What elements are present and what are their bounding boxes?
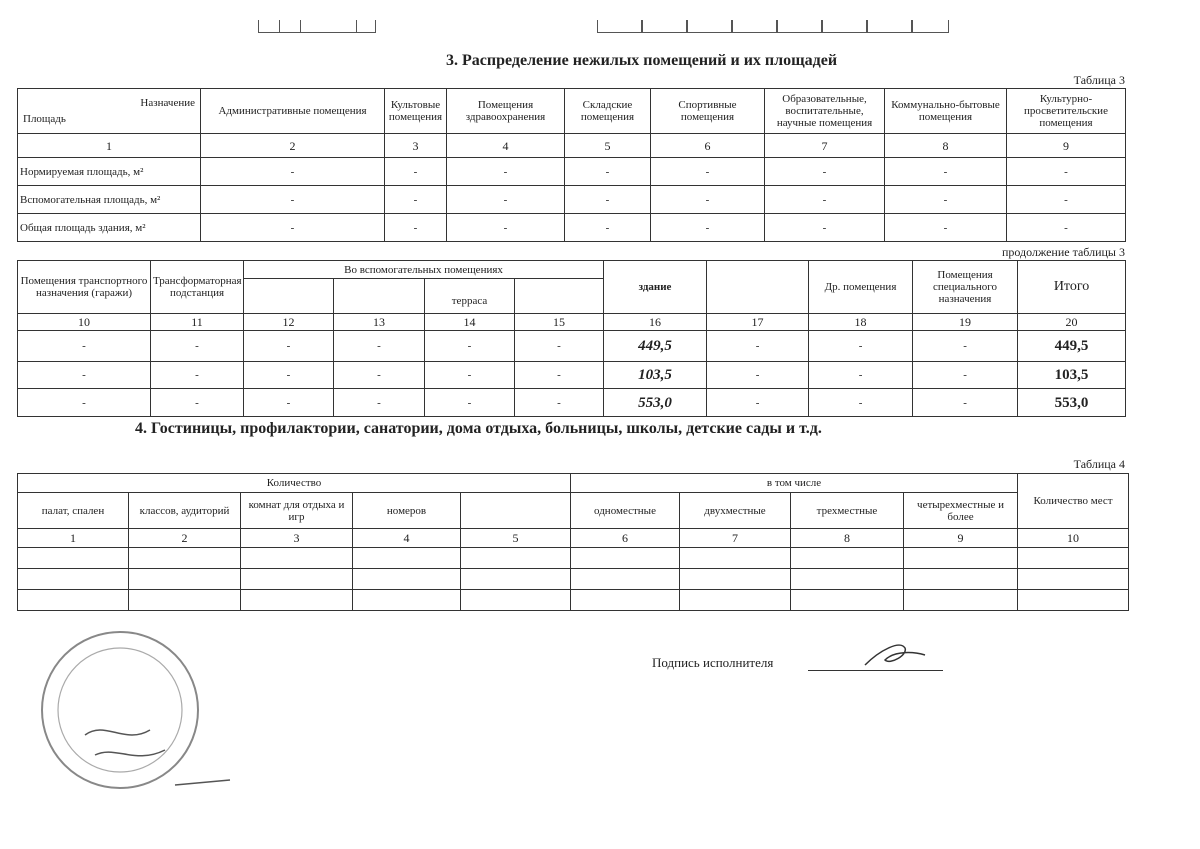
cell: - xyxy=(651,186,765,214)
top-boxes-left xyxy=(258,20,376,33)
cell-building: 553,0 xyxy=(604,389,707,417)
cell: - xyxy=(565,158,651,186)
col-number: 11 xyxy=(151,314,244,331)
h-including: в том числе xyxy=(571,474,1018,493)
cell: - xyxy=(151,389,244,417)
col-number: 10 xyxy=(18,314,151,331)
cell: - xyxy=(244,362,334,389)
cell: - xyxy=(565,214,651,242)
cell: - xyxy=(334,331,425,362)
h-aux-1 xyxy=(244,279,334,314)
cell-total: 449,5 xyxy=(1018,331,1126,362)
cell: - xyxy=(1007,214,1126,242)
col-header xyxy=(461,493,571,529)
col-header: палат, спален xyxy=(18,493,129,529)
col-number: 13 xyxy=(334,314,425,331)
cell: - xyxy=(913,362,1018,389)
h-aux: Во вспомогательных помещениях xyxy=(244,261,604,279)
cell-building: 103,5 xyxy=(604,362,707,389)
table-row xyxy=(18,214,1126,242)
cell: - xyxy=(151,362,244,389)
col-header: Административные помещения xyxy=(201,89,385,134)
col-number: 9 xyxy=(1007,134,1126,158)
col-header: комнат для отдыха и игр xyxy=(241,493,353,529)
number-row xyxy=(18,134,1126,158)
col-number: 19 xyxy=(913,314,1018,331)
col-number: 16 xyxy=(604,314,707,331)
h-aux-2 xyxy=(334,279,425,314)
row-label: Нормируемая площадь, м² xyxy=(18,158,201,186)
section3-title: 3. Распределение нежилых помещений и их площадей xyxy=(446,52,838,69)
col-number: 4 xyxy=(447,134,565,158)
table3-cont-label: продолжение таблицы 3 xyxy=(1001,245,1125,259)
cell: - xyxy=(809,389,913,417)
cell: - xyxy=(201,214,385,242)
h-special: Помещения специального назначения xyxy=(913,261,1018,314)
col-number: 9 xyxy=(904,529,1018,548)
table-row xyxy=(18,569,1129,590)
h-empty xyxy=(707,261,809,314)
cell: - xyxy=(425,331,515,362)
row-label: Общая площадь здания, м² xyxy=(18,214,201,242)
col-header: Складские помещения xyxy=(565,89,651,134)
signature-label: Подпись исполнителя xyxy=(652,655,774,670)
col-number: 7 xyxy=(765,134,885,158)
cell: - xyxy=(707,362,809,389)
table-row xyxy=(18,590,1129,611)
cell: - xyxy=(201,158,385,186)
col-number: 12 xyxy=(244,314,334,331)
col-number: 6 xyxy=(571,529,680,548)
col-header: Коммунально-бытовые помещения xyxy=(885,89,1007,134)
number-row xyxy=(18,314,1126,331)
table-row xyxy=(18,389,1126,417)
col-header: четырехместные и более xyxy=(904,493,1018,529)
cell: - xyxy=(244,389,334,417)
cell: - xyxy=(425,362,515,389)
cell: - xyxy=(809,362,913,389)
col-number: 6 xyxy=(651,134,765,158)
col-number: 2 xyxy=(201,134,385,158)
cell: - xyxy=(565,186,651,214)
cell: - xyxy=(707,331,809,362)
col-header: номеров xyxy=(353,493,461,529)
cell: - xyxy=(885,186,1007,214)
table3-label: Таблица 3 xyxy=(1073,73,1125,87)
col-number: 5 xyxy=(461,529,571,548)
cell: - xyxy=(1007,158,1126,186)
cell: - xyxy=(385,158,447,186)
signature-line xyxy=(808,670,943,671)
cell-total: 103,5 xyxy=(1018,362,1126,389)
col-number: 15 xyxy=(515,314,604,331)
number-row xyxy=(18,529,1129,548)
corner-cell xyxy=(18,89,201,134)
cell: - xyxy=(151,331,244,362)
cell: - xyxy=(809,331,913,362)
cell-building: 449,5 xyxy=(604,331,707,362)
col-number: 1 xyxy=(18,529,129,548)
col-number: 7 xyxy=(680,529,791,548)
col-header: одноместные xyxy=(571,493,680,529)
cell: - xyxy=(385,186,447,214)
col-number: 10 xyxy=(1018,529,1129,548)
cell: - xyxy=(765,214,885,242)
col-number: 18 xyxy=(809,314,913,331)
h-aux-4 xyxy=(515,279,604,314)
table4 xyxy=(17,473,1129,611)
cell: - xyxy=(765,186,885,214)
top-boxes-right xyxy=(597,20,949,33)
cell: - xyxy=(201,186,385,214)
cell: - xyxy=(913,389,1018,417)
h-transport: Помещения транспортного назначения (гаражи) xyxy=(18,261,151,314)
col-number: 17 xyxy=(707,314,809,331)
table-row xyxy=(18,331,1126,362)
stamp xyxy=(35,625,235,815)
col-header: классов, аудиторий xyxy=(129,493,241,529)
col-number: 1 xyxy=(18,134,201,158)
cell: - xyxy=(447,214,565,242)
col-number: 20 xyxy=(1018,314,1126,331)
cell: - xyxy=(515,331,604,362)
table-row xyxy=(18,186,1126,214)
cell: - xyxy=(18,331,151,362)
cell: - xyxy=(885,214,1007,242)
h-transformer: Трансформаторная подстанция xyxy=(151,261,244,314)
h-building: здание xyxy=(604,261,707,314)
signature-mark xyxy=(860,640,930,670)
col-number: 3 xyxy=(385,134,447,158)
cell: - xyxy=(515,362,604,389)
col-number: 8 xyxy=(885,134,1007,158)
cell: - xyxy=(913,331,1018,362)
h-other: Др. помещения xyxy=(809,261,913,314)
col-number: 2 xyxy=(129,529,241,548)
cell: - xyxy=(447,186,565,214)
col-header: двухместные xyxy=(680,493,791,529)
col-header: Спортивные помещения xyxy=(651,89,765,134)
cell: - xyxy=(18,362,151,389)
table-row xyxy=(18,548,1129,569)
table4-label: Таблица 4 xyxy=(1073,457,1125,471)
cell: - xyxy=(425,389,515,417)
col-header: Помещения здравоохранения xyxy=(447,89,565,134)
col-header: Образовательные, воспитательные, научные помещения xyxy=(765,89,885,134)
cell: - xyxy=(765,158,885,186)
cell: - xyxy=(244,331,334,362)
h-total: Итого xyxy=(1018,261,1126,314)
col-number: 5 xyxy=(565,134,651,158)
h-places: Количество мест xyxy=(1018,474,1129,529)
table3 xyxy=(17,88,1126,242)
col-number: 8 xyxy=(791,529,904,548)
cell: - xyxy=(651,158,765,186)
cell: - xyxy=(707,389,809,417)
cell: - xyxy=(885,158,1007,186)
col-header: Культурно-просветительские помещения xyxy=(1007,89,1126,134)
col-header: трехместные xyxy=(791,493,904,529)
cell: - xyxy=(385,214,447,242)
cell: - xyxy=(334,362,425,389)
col-number: 3 xyxy=(241,529,353,548)
cell: - xyxy=(651,214,765,242)
cell: - xyxy=(18,389,151,417)
col-header: Культовые помещения xyxy=(385,89,447,134)
table-row xyxy=(18,158,1126,186)
h-count: Количество xyxy=(18,474,571,493)
section4-title: 4. Гостиницы, профилактории, санатории, дома отдыха, больницы, школы, детские сады и т.д. xyxy=(135,420,822,437)
cell: - xyxy=(334,389,425,417)
row-label: Вспомогательная площадь, м² xyxy=(18,186,201,214)
cell-total: 553,0 xyxy=(1018,389,1126,417)
h-terrace: терраса xyxy=(425,279,515,314)
col-number: 4 xyxy=(353,529,461,548)
corner-top: Назначение xyxy=(140,97,195,109)
cell: - xyxy=(515,389,604,417)
cell: - xyxy=(1007,186,1126,214)
table3-continued xyxy=(17,260,1126,417)
table-row xyxy=(18,362,1126,389)
cell: - xyxy=(447,158,565,186)
col-number: 14 xyxy=(425,314,515,331)
corner-bottom: Площадь xyxy=(23,113,66,125)
